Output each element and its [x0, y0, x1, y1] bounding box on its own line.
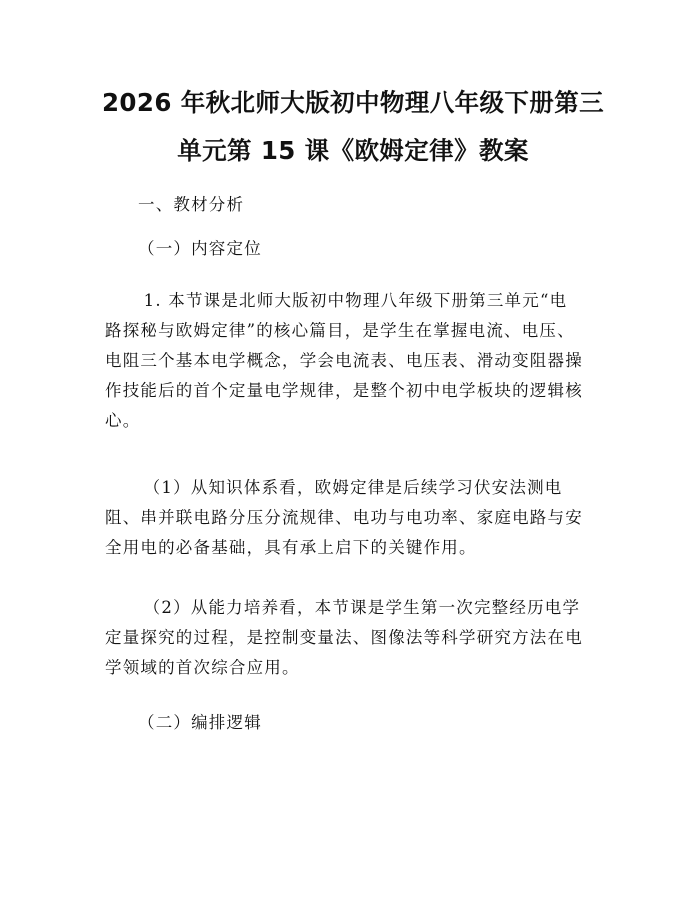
subsection-heading-arrangement-logic: （二）编排逻辑: [138, 713, 262, 732]
paragraph-line: （1）从知识体系看，欧姆定律是后续学习伏安法测电: [105, 478, 563, 497]
paragraph-line: 阻、串并联电路分压分流规律、电功与电功率、家庭电路与安: [105, 508, 583, 527]
paragraph-line: 1. 本节课是北师大版初中物理八年级下册第三单元“电: [105, 291, 568, 310]
document-title-line1: 2026 年秋北师大版初中物理八年级下册第三: [101, 88, 605, 117]
subsection-heading-content-positioning: （一）内容定位: [138, 239, 262, 258]
paragraph-line: 作技能后的首个定量电学规律，是整个初中电学板块的逻辑核: [105, 381, 583, 400]
paragraph-line: 路探秘与欧姆定律”的核心篇目，是学生在掌握电流、电压、: [105, 321, 575, 340]
section-heading-textbook-analysis: 一、教材分析: [138, 195, 245, 214]
paragraph-line: 全用电的必备基础，具有承上启下的关键作用。: [105, 538, 477, 557]
paragraph-1: [105, 286, 605, 436]
paragraph-line: （2）从能力培养看，本节课是学生第一次完整经历电学: [105, 598, 581, 617]
paragraph-line: 心。: [105, 411, 141, 430]
paragraph-line: 定量探究的过程，是控制变量法、图像法等科学研究方法在电: [105, 628, 583, 647]
document-title-line2: 单元第 15 课《欧姆定律》教案: [177, 136, 529, 165]
paragraph-line: 电阻三个基本电学概念，学会电流表、电压表、滑动变阻器操: [105, 351, 583, 370]
paragraph-2: [105, 473, 605, 563]
paragraph-line: 学领域的首次综合应用。: [105, 658, 300, 677]
paragraph-3: [105, 593, 605, 683]
